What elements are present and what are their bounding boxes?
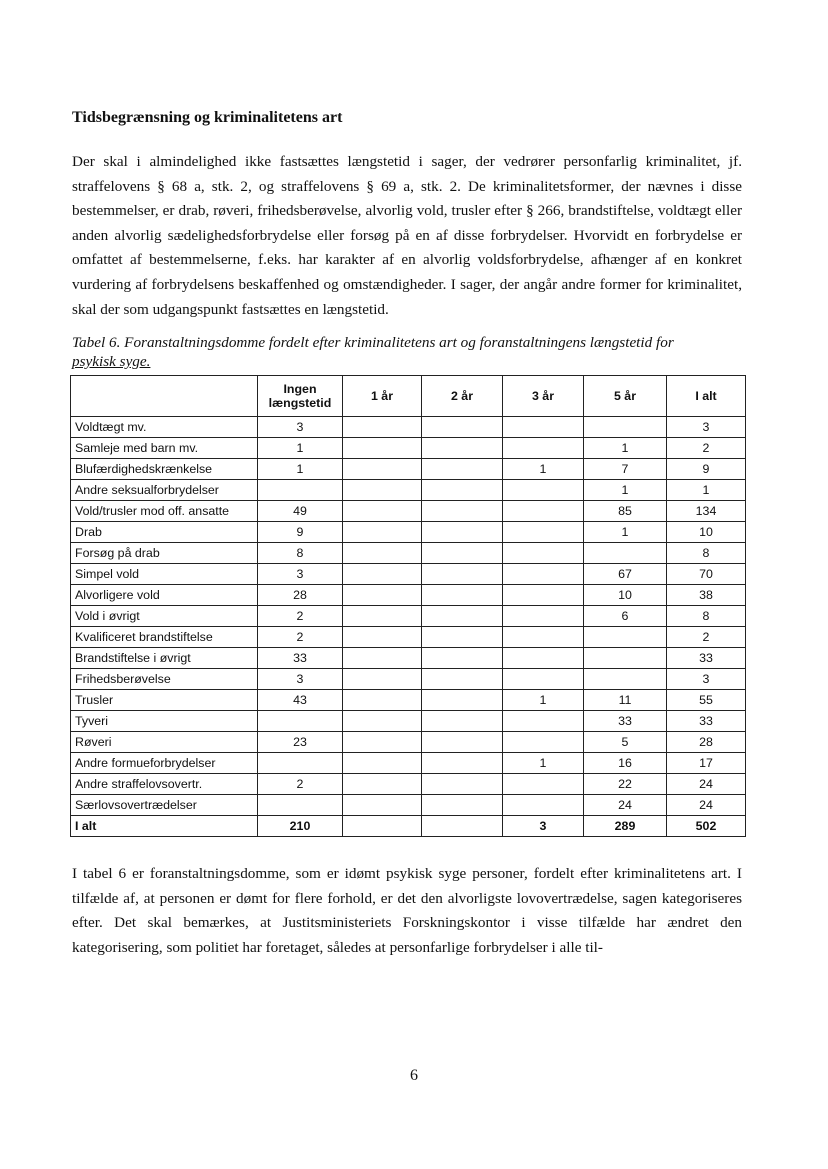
- row-label: Andre formueforbrydelser: [71, 753, 258, 774]
- table-row: [71, 690, 746, 711]
- table-row: [71, 417, 746, 438]
- table-row: [71, 795, 746, 816]
- table-cell: [422, 522, 503, 543]
- table-cell: [258, 480, 343, 501]
- table-cell: 6: [584, 606, 667, 627]
- table-cell: 7: [584, 459, 667, 480]
- table-cell: [343, 417, 422, 438]
- table-cell: [258, 711, 343, 732]
- table-cell: [422, 648, 503, 669]
- table-cell: 2: [258, 774, 343, 795]
- table-cell: 3: [667, 417, 746, 438]
- table-cell: 55: [667, 690, 746, 711]
- table-row: [71, 585, 746, 606]
- table-cell: [343, 543, 422, 564]
- table-cell: [503, 543, 584, 564]
- table-row: [71, 522, 746, 543]
- table-caption-line2: psykisk syge.: [72, 353, 151, 370]
- table-cell: [343, 606, 422, 627]
- row-label: Brandstiftelse i øvrigt: [71, 648, 258, 669]
- table-row: [71, 774, 746, 795]
- row-label: Frihedsberøvelse: [71, 669, 258, 690]
- table-cell: [422, 627, 503, 648]
- table-cell: 3: [258, 564, 343, 585]
- table-cell: 502: [667, 816, 746, 837]
- row-label: Trusler: [71, 690, 258, 711]
- table-row: [71, 648, 746, 669]
- table-cell: 3: [667, 669, 746, 690]
- table-cell: 85: [584, 501, 667, 522]
- table-cell: [343, 690, 422, 711]
- table-cell: [503, 795, 584, 816]
- table-cell: 1: [584, 438, 667, 459]
- table-cell: 3: [258, 417, 343, 438]
- table-cell: 33: [667, 648, 746, 669]
- table-cell: 38: [667, 585, 746, 606]
- table-cell: [343, 795, 422, 816]
- table-cell: 3: [258, 669, 343, 690]
- table-row: [71, 543, 746, 564]
- table-cell: [343, 669, 422, 690]
- table-cell: 33: [258, 648, 343, 669]
- table-cell: 24: [667, 774, 746, 795]
- table-cell: 23: [258, 732, 343, 753]
- table-body: [71, 417, 746, 837]
- table-cell: 1: [503, 459, 584, 480]
- table-cell: [343, 732, 422, 753]
- table-cell: [343, 774, 422, 795]
- row-label: Røveri: [71, 732, 258, 753]
- table-cell: 3: [503, 816, 584, 837]
- table-cell: [503, 522, 584, 543]
- table-cell: 1: [258, 459, 343, 480]
- row-label: Blufærdighedskrænkelse: [71, 459, 258, 480]
- table-row: [71, 753, 746, 774]
- table-cell: 1: [503, 753, 584, 774]
- table-caption-line1: Tabel 6. Foranstaltningsdomme fordelt efter kriminalitetens art og foranstaltningens længstetid for: [72, 334, 674, 351]
- table-caption: [72, 333, 744, 371]
- table-cell: [503, 564, 584, 585]
- table-cell: [422, 585, 503, 606]
- table-cell: 67: [584, 564, 667, 585]
- table-cell: [503, 732, 584, 753]
- table-cell: [422, 417, 503, 438]
- header-cell-3aar: 3 år: [503, 376, 584, 417]
- table-cell: [343, 564, 422, 585]
- row-label: Vold/trusler mod off. ansatte: [71, 501, 258, 522]
- table-row: [71, 480, 746, 501]
- table-cell: [343, 585, 422, 606]
- table-cell: [422, 732, 503, 753]
- table-row: [71, 732, 746, 753]
- table-cell: 210: [258, 816, 343, 837]
- table-cell: 28: [667, 732, 746, 753]
- row-label: Samleje med barn mv.: [71, 438, 258, 459]
- table-cell: [422, 459, 503, 480]
- header-cell-ingen: Ingen længstetid: [258, 376, 343, 417]
- row-label: I alt: [71, 816, 258, 837]
- table-cell: 1: [584, 480, 667, 501]
- table-cell: 10: [667, 522, 746, 543]
- table-cell: 1: [584, 522, 667, 543]
- table-cell: [422, 543, 503, 564]
- table-cell: [343, 648, 422, 669]
- row-label: Andre straffelovsovertr.: [71, 774, 258, 795]
- table-cell: 9: [667, 459, 746, 480]
- table-row: [71, 438, 746, 459]
- table-cell: [422, 774, 503, 795]
- table-cell: 2: [258, 627, 343, 648]
- table-cell: [503, 711, 584, 732]
- table-row: [71, 606, 746, 627]
- header-cell-1aar: 1 år: [343, 376, 422, 417]
- table-cell: 22: [584, 774, 667, 795]
- page-number: 6: [410, 1067, 418, 1084]
- table-cell: [584, 417, 667, 438]
- table-cell: [503, 627, 584, 648]
- table-cell: 24: [584, 795, 667, 816]
- table-cell: 2: [667, 438, 746, 459]
- table-cell: [503, 669, 584, 690]
- table-cell: [258, 753, 343, 774]
- table-cell: 17: [667, 753, 746, 774]
- table-cell: 16: [584, 753, 667, 774]
- table-cell: [584, 648, 667, 669]
- table-cell: [343, 816, 422, 837]
- table-cell: [422, 711, 503, 732]
- row-label: Vold i øvrigt: [71, 606, 258, 627]
- table-total-row: [71, 816, 746, 837]
- table-cell: [503, 585, 584, 606]
- row-label: Tyveri: [71, 711, 258, 732]
- table-cell: 9: [258, 522, 343, 543]
- header-cell-ialt: I alt: [667, 376, 746, 417]
- table-cell: [343, 459, 422, 480]
- table-cell: [343, 480, 422, 501]
- table-cell: 2: [258, 606, 343, 627]
- intro-paragraph: Der skal i almindelighed ikke fastsættes længstetid i sager, der vedrører personfarlig kriminalitet, jf. straffelovens § 68 a, stk. 2, og straffelovens § 69 a, stk. 2. De kriminalitetsformer, der nævnes i disse bestemmelser, er drab, røveri, frihedsberøvelse, alvorlig vold, trusler efter § 266, brandstiftelse, voldtægt eller anden alvorlig sædelighedsforbrydelse eller forsøg på en af disse forbrydelser. Hvorvidt en forbrydelse er omfattet af bestemmelserne, f.eks. har karakter af en alvorlig voldsforbrydelse, afhænger af en konkret vurdering af forbrydelsens beskaffenhed og omstændigheder. I sager, der angår andre former for kriminalitet, skal der som udgangspunkt fastsættes en længstetid.: [72, 153, 742, 318]
- table-row: [71, 711, 746, 732]
- table-cell: 5: [584, 732, 667, 753]
- row-label: Særlovsovertrædelser: [71, 795, 258, 816]
- table-cell: [422, 816, 503, 837]
- table-cell: [422, 480, 503, 501]
- table-cell: [422, 690, 503, 711]
- table-cell: [584, 627, 667, 648]
- table-cell: [343, 522, 422, 543]
- table-cell: [422, 564, 503, 585]
- table-cell: [343, 753, 422, 774]
- row-label: Drab: [71, 522, 258, 543]
- table-cell: 1: [667, 480, 746, 501]
- table-cell: 8: [667, 606, 746, 627]
- table-cell: [343, 438, 422, 459]
- table-cell: 8: [258, 543, 343, 564]
- table-cell: [422, 438, 503, 459]
- table-cell: [343, 627, 422, 648]
- table-cell: [258, 795, 343, 816]
- table-row: [71, 501, 746, 522]
- table-cell: 70: [667, 564, 746, 585]
- row-label: Kvalificeret brandstiftelse: [71, 627, 258, 648]
- table-cell: 11: [584, 690, 667, 711]
- table-cell: [422, 669, 503, 690]
- table-cell: [503, 501, 584, 522]
- table-cell: [422, 606, 503, 627]
- crime-table: [70, 375, 746, 837]
- table-cell: 8: [667, 543, 746, 564]
- table-cell: 49: [258, 501, 343, 522]
- table-cell: 1: [503, 690, 584, 711]
- table-row: [71, 459, 746, 480]
- table-cell: [584, 543, 667, 564]
- table-cell: [503, 438, 584, 459]
- header-cell-2aar: 2 år: [422, 376, 503, 417]
- table-header-row: [71, 376, 746, 417]
- table-cell: 10: [584, 585, 667, 606]
- table-cell: [343, 501, 422, 522]
- table-cell: 134: [667, 501, 746, 522]
- header-cell-5aar: 5 år: [584, 376, 667, 417]
- row-label: Alvorligere vold: [71, 585, 258, 606]
- table-row: [71, 669, 746, 690]
- body-paragraph: I tabel 6 er foranstaltningsdomme, som er idømt psykisk syge personer, fordelt efter kriminalitetens art. I tilfælde af, at personen er dømt for flere forhold, er det den alvorligste lovovertrædelse, sagen kategoriseres efter. Det skal bemærkes, at Justitsministeriets Forskningskontor i visse tilfælde har ændret den kategorisering, som politiet har foretaget, således at personfarlige forbrydelser i alle til-: [72, 865, 742, 956]
- header-cell-empty: [71, 376, 258, 417]
- table-cell: [503, 417, 584, 438]
- table-cell: 2: [667, 627, 746, 648]
- row-label: Forsøg på drab: [71, 543, 258, 564]
- row-label: Voldtægt mv.: [71, 417, 258, 438]
- table-cell: [422, 795, 503, 816]
- row-label: Andre seksualforbrydelser: [71, 480, 258, 501]
- table-cell: [422, 501, 503, 522]
- table-cell: [584, 669, 667, 690]
- table-cell: [422, 753, 503, 774]
- table-cell: 33: [667, 711, 746, 732]
- table-cell: 24: [667, 795, 746, 816]
- table-row: [71, 627, 746, 648]
- table-cell: 43: [258, 690, 343, 711]
- table-cell: [503, 606, 584, 627]
- table-cell: 33: [584, 711, 667, 732]
- table-cell: [343, 711, 422, 732]
- table-cell: [503, 648, 584, 669]
- table-cell: [503, 774, 584, 795]
- table-row: [71, 564, 746, 585]
- row-label: Simpel vold: [71, 564, 258, 585]
- table-cell: 1: [258, 438, 343, 459]
- table-cell: [503, 480, 584, 501]
- section-heading: Tidsbegrænsning og kriminalitetens art: [72, 109, 343, 126]
- table-cell: 28: [258, 585, 343, 606]
- table-cell: 289: [584, 816, 667, 837]
